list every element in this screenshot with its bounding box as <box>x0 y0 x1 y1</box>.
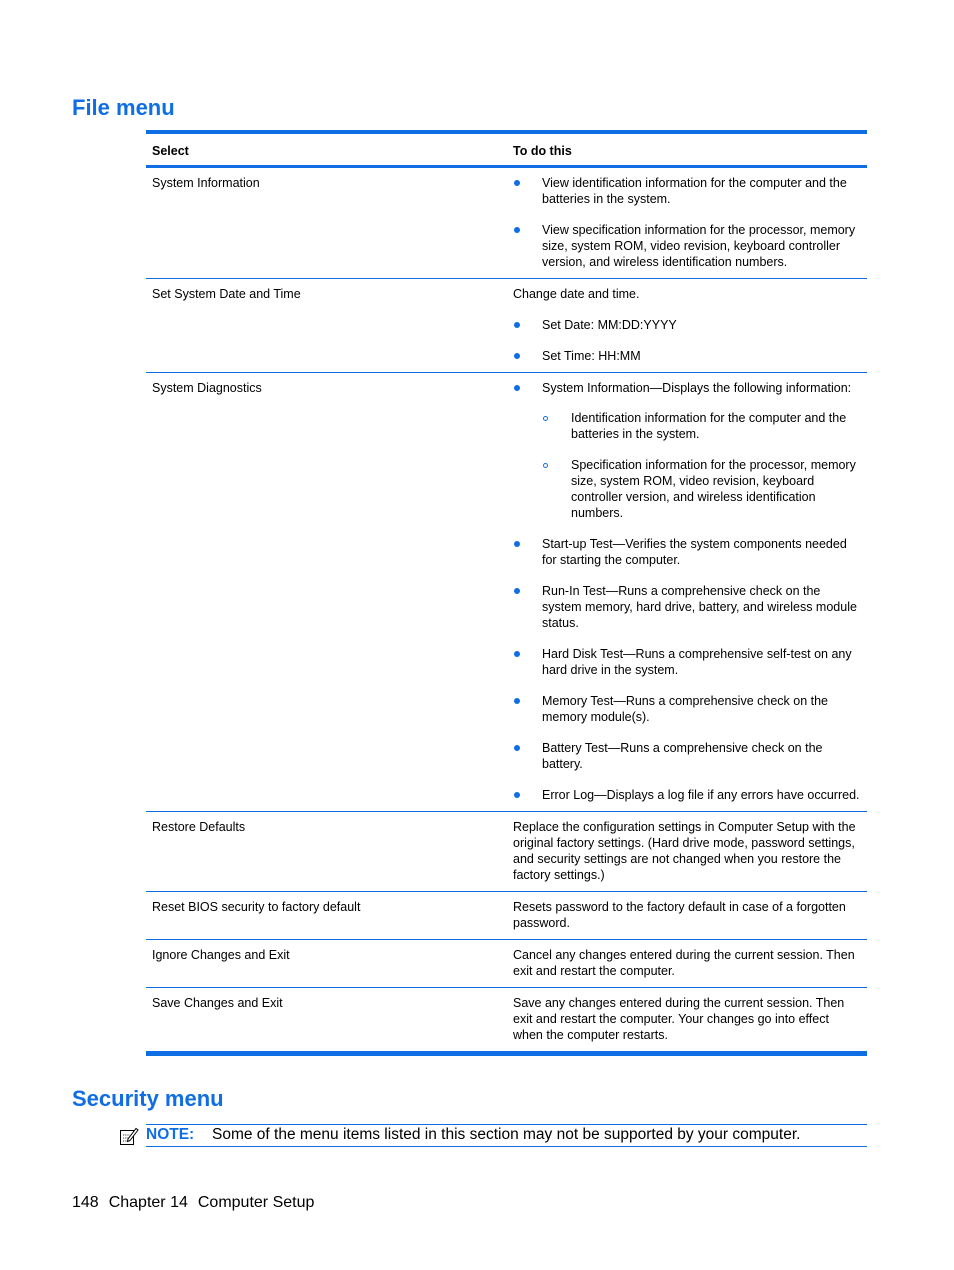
list-item <box>513 693 861 725</box>
bullet-icon <box>514 541 520 547</box>
list-item-text: Start-up Test—Verifies the system components needed for starting the computer. <box>542 537 847 567</box>
note-box <box>146 1124 867 1147</box>
bullet-icon <box>514 698 520 704</box>
bullet-list <box>513 380 861 803</box>
action-text: Cancel any changes entered during the current session. Then exit and restart the computer. <box>513 948 855 978</box>
table-row <box>146 279 867 373</box>
list-item-text: Memory Test—Runs a comprehensive check on the memory module(s). <box>542 694 829 724</box>
table-header-row <box>146 132 867 167</box>
select-cell: Restore Defaults <box>152 820 246 834</box>
select-cell: Set System Date and Time <box>152 287 301 301</box>
action-cell <box>507 940 867 988</box>
select-cell: Save Changes and Exit <box>152 996 283 1010</box>
file-menu-rows <box>146 167 867 1054</box>
file-menu-heading: File menu <box>72 95 175 120</box>
action-text: Change date and time. <box>513 287 640 301</box>
bullet-icon <box>514 353 520 359</box>
chapter-label: Chapter 14 <box>108 1194 188 1211</box>
list-item <box>513 536 861 568</box>
bullet-icon <box>514 385 520 391</box>
bullet-icon <box>514 180 520 186</box>
column-header-select: Select <box>152 144 189 158</box>
list-item <box>513 380 861 521</box>
list-item-text: Error Log—Displays a log file if any errors have occurred. <box>542 788 860 802</box>
bullet-icon <box>514 588 520 594</box>
action-text: Save any changes entered during the current session. Then exit and restart the computer. Your changes go into effect when the computer restarts. <box>513 996 845 1042</box>
bullet-list <box>513 175 861 270</box>
page-footer <box>72 1193 324 1212</box>
note-label: NOTE: <box>146 1126 195 1143</box>
circle-bullet-icon <box>543 416 548 421</box>
list-item <box>513 317 861 333</box>
list-item-text: View specification information for the processor, memory size, system ROM, video revision, keyboard controller version, and wireless identification numbers. <box>542 223 856 269</box>
table-row <box>146 940 867 988</box>
list-item <box>513 740 861 772</box>
security-menu-heading: Security menu <box>72 1086 224 1111</box>
list-item-text: System Information—Displays the following information: <box>542 381 852 395</box>
bullet-list <box>513 317 861 364</box>
action-cell <box>507 892 867 940</box>
sub-list-item <box>542 457 861 521</box>
action-cell <box>507 167 867 279</box>
list-item <box>513 175 861 207</box>
table-row <box>146 812 867 892</box>
action-cell <box>507 988 867 1054</box>
list-item-text: Run-In Test—Runs a comprehensive check on the system memory, hard drive, battery, and wireless module status. <box>542 584 857 630</box>
list-item <box>513 646 861 678</box>
bullet-icon <box>514 792 520 798</box>
list-item-text: Set Date: MM:DD:YYYY <box>542 318 677 332</box>
action-cell <box>507 279 867 373</box>
select-cell: Ignore Changes and Exit <box>152 948 290 962</box>
list-item <box>513 348 861 364</box>
select-cell: System Diagnostics <box>152 381 262 395</box>
table-row <box>146 892 867 940</box>
note-text: Some of the menu items listed in this section may not be supported by your computer. <box>212 1126 801 1143</box>
page-number: 148 <box>72 1194 99 1211</box>
table-row <box>146 373 867 812</box>
circle-bullet-icon <box>543 463 548 468</box>
sub-list-item-text: Identification information for the computer and the batteries in the system. <box>571 411 847 441</box>
select-cell: Reset BIOS security to factory default <box>152 900 361 914</box>
action-text: Replace the configuration settings in Computer Setup with the original factory settings. (Hard drive mode, password settings, and security settings are not changed when you restore the factory settings.) <box>513 820 856 882</box>
bullet-icon <box>514 227 520 233</box>
list-item-text: Set Time: HH:MM <box>542 349 641 363</box>
action-text: Resets password to the factory default in case of a forgotten password. <box>513 900 846 930</box>
bullet-icon <box>514 745 520 751</box>
list-item-text: Hard Disk Test—Runs a comprehensive self-test on any hard drive in the system. <box>542 647 852 677</box>
list-item <box>513 222 861 270</box>
sub-list-item-text: Specification information for the processor, memory size, system ROM, video revision, keyboard controller version, and wireless identification numbers. <box>571 458 856 520</box>
select-cell: System Information <box>152 176 260 190</box>
bullet-icon <box>514 651 520 657</box>
file-menu-table <box>146 130 867 1056</box>
note-pencil-icon <box>119 1126 139 1146</box>
list-item-text: View identification information for the computer and the batteries in the system. <box>542 176 847 206</box>
sub-list-item <box>542 410 861 442</box>
list-item <box>513 787 861 803</box>
table-row <box>146 988 867 1054</box>
action-cell <box>507 373 867 812</box>
table-row <box>146 167 867 279</box>
list-item <box>513 583 861 631</box>
sub-list <box>542 410 861 521</box>
action-cell <box>507 812 867 892</box>
bullet-icon <box>514 322 520 328</box>
column-header-to-do-this: To do this <box>513 144 572 158</box>
chapter-title: Computer Setup <box>197 1194 315 1211</box>
list-item-text: Battery Test—Runs a comprehensive check on the battery. <box>542 741 823 771</box>
